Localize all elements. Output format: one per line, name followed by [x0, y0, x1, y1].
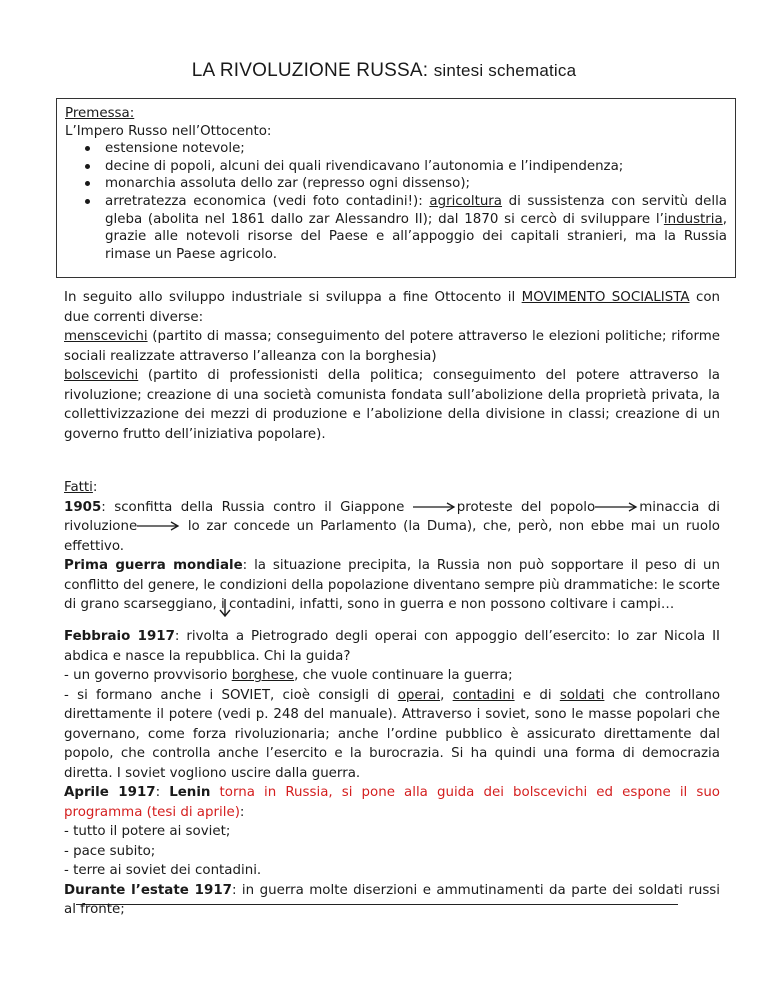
- text-run: , che vuole continuare la guerra;: [294, 668, 513, 683]
- paragraph-1905: [64, 498, 720, 557]
- paragraph-guerra: [64, 556, 720, 615]
- fatti-heading-text: Fatti: [64, 480, 93, 495]
- premessa-list: [65, 140, 727, 263]
- lenin-name: Lenin: [169, 785, 211, 800]
- estate-heading: Durante l’estate 1917: [64, 882, 232, 898]
- list-item: decine di popoli, alcuni dei quali rivendicavano l’autonomia e l’indipendenza;: [105, 158, 727, 176]
- premessa-box: [56, 98, 736, 278]
- text-run: con due correnti diverse:: [64, 290, 720, 325]
- borghese-term: borghese: [231, 668, 295, 683]
- text-run: : rivolta a Pietrogrado degli operai con appoggio dell’esercito: lo zar Nicola II abdica e nasce la repubblica. Chi la guida?: [64, 629, 720, 664]
- text-run: :: [155, 785, 170, 800]
- text-run: arretratezza economica (vedi foto contadini!):: [105, 193, 430, 209]
- text-run: : in guerra molte diserzioni e ammutinamenti da parte dei soldati russi al fronte;: [64, 882, 720, 917]
- text-run: , grazie alle notevoli risorse del Paese e all’appoggio dei capitali stranieri, ma la Russia rimase un Paese agricolo.: [105, 211, 727, 262]
- list-item: [105, 193, 727, 263]
- arrow-right-icon: [595, 502, 639, 512]
- text-run: - si formano anche i SOVIET, cioè consigli di: [64, 687, 398, 703]
- menscevichi-term: menscevichi: [64, 329, 148, 344]
- text-run: che controllano direttamente il potere (vedi p. 248 del manuale). Attraverso i soviet, sono le masse popolari che governano, come forza rivoluzionaria; anche l’ordine pubblico è assicurato direttamente dal popolo, che controlla anche l’esercito e la burocrazia. Si ha quindi una forma di democrazia diretta. I soviet vogliono uscire dalla guerra.: [64, 687, 721, 781]
- text-run: (partito di massa; conseguimento del potere attraverso le elezioni politiche; riforme sociali realizzate attraverso l’alleanza con la borghesia): [64, 329, 720, 364]
- text-run: : sconfitta della Russia contro il Giappone: [101, 499, 413, 515]
- text-run: :: [92, 480, 98, 495]
- paragraph-estate: [64, 881, 720, 920]
- paragraph-aprile: [64, 783, 720, 822]
- page-title: [0, 60, 768, 82]
- arrow-right-icon: [137, 521, 181, 531]
- operai-term: operai: [397, 687, 441, 703]
- fatti-section: [64, 478, 720, 615]
- text-run: minaccia di rivoluzione: [64, 499, 720, 534]
- arrow-right-icon: [413, 502, 457, 512]
- text-run: proteste del popolo: [456, 499, 596, 515]
- movimento-socialista-text: MOVIMENTO SOCIALISTA: [521, 290, 690, 305]
- paragraph-febbraio: [64, 627, 720, 666]
- rivoluzione-section: [64, 627, 720, 920]
- movimento-intro: [64, 288, 720, 327]
- guerra-heading: Prima guerra mondiale: [64, 558, 243, 573]
- tesi-item: - tutto il potere ai soviet;: [64, 824, 231, 839]
- movimento-section: [64, 288, 720, 444]
- text-run: ,: [440, 687, 453, 703]
- text-run: :: [239, 804, 245, 820]
- paragraph-governo: [64, 666, 720, 686]
- menscevichi-paragraph: [64, 327, 720, 366]
- year-1905: 1905: [64, 499, 102, 515]
- aprile-heading: Aprile 1917: [64, 785, 156, 800]
- text-run: (partito di professionisti della politica; conseguimento del potere attraverso la rivoluzione; creazione di una società comunista fondata sull’abolizione della proprietà privata, la collettivizzazione dei mezzi di produzione e l’abolizione della divisione in classi; creazione di un governo frutto dell’iniziativa popolare).: [64, 368, 720, 442]
- industria-link-text: industria: [663, 211, 723, 227]
- soldati-term: soldati: [559, 687, 605, 703]
- list-item: estensione notevole;: [105, 140, 727, 158]
- text-run: - un governo provvisorio: [64, 668, 232, 683]
- text-run: lo zar concede un Parlamento (la Duma), che, però, non ebbe mai un ruolo effettivo.: [64, 519, 720, 554]
- text-run: : la situazione precipita, la Russia non può sopportare il peso di un conflitto del genere, le condizioni della popolazione diventano sempre più drammatiche: le scorte di grano scarseggiano, i contadini, infatti, sono in guerra e non possono coltivare i campi…: [64, 558, 720, 612]
- febbraio-heading: Febbraio 1917: [64, 629, 175, 644]
- tesi-item: - terre ai soviet dei contadini.: [64, 863, 262, 878]
- text-run: di sussistenza con servitù della gleba (abolita nel 1861 dallo zar Alessandro II); dal 1870 si cercò di sviluppare l’: [105, 193, 728, 227]
- aprile-red-text: torna in Russia, si pone alla guida dei bolscevichi ed espone il suo programma (tesi di aprile): [64, 785, 721, 820]
- tesi-item: - pace subito;: [64, 843, 156, 859]
- premessa-intro: L’Impero Russo nell’Ottocento:: [65, 123, 272, 139]
- bottom-divider: [76, 904, 678, 905]
- text-run: e di: [514, 687, 560, 703]
- list-item: monarchia assoluta dello zar (represso ogni dissenso);: [105, 175, 727, 193]
- fatti-heading: [64, 478, 720, 498]
- title-sub: sintesi schematica: [433, 61, 577, 80]
- bolscevichi-term: bolscevichi: [64, 368, 139, 383]
- agricoltura-link-text: agricoltura: [429, 193, 503, 209]
- title-main: LA RIVOLUZIONE RUSSA:: [191, 60, 429, 81]
- bolscevichi-paragraph: [64, 366, 720, 444]
- paragraph-soviet: [64, 686, 720, 784]
- arrow-down-icon: [218, 598, 232, 618]
- text-run: In seguito allo sviluppo industriale si sviluppa a fine Ottocento il: [64, 290, 522, 305]
- premessa-heading: Premessa:: [65, 106, 135, 121]
- contadini-term: contadini: [452, 687, 515, 703]
